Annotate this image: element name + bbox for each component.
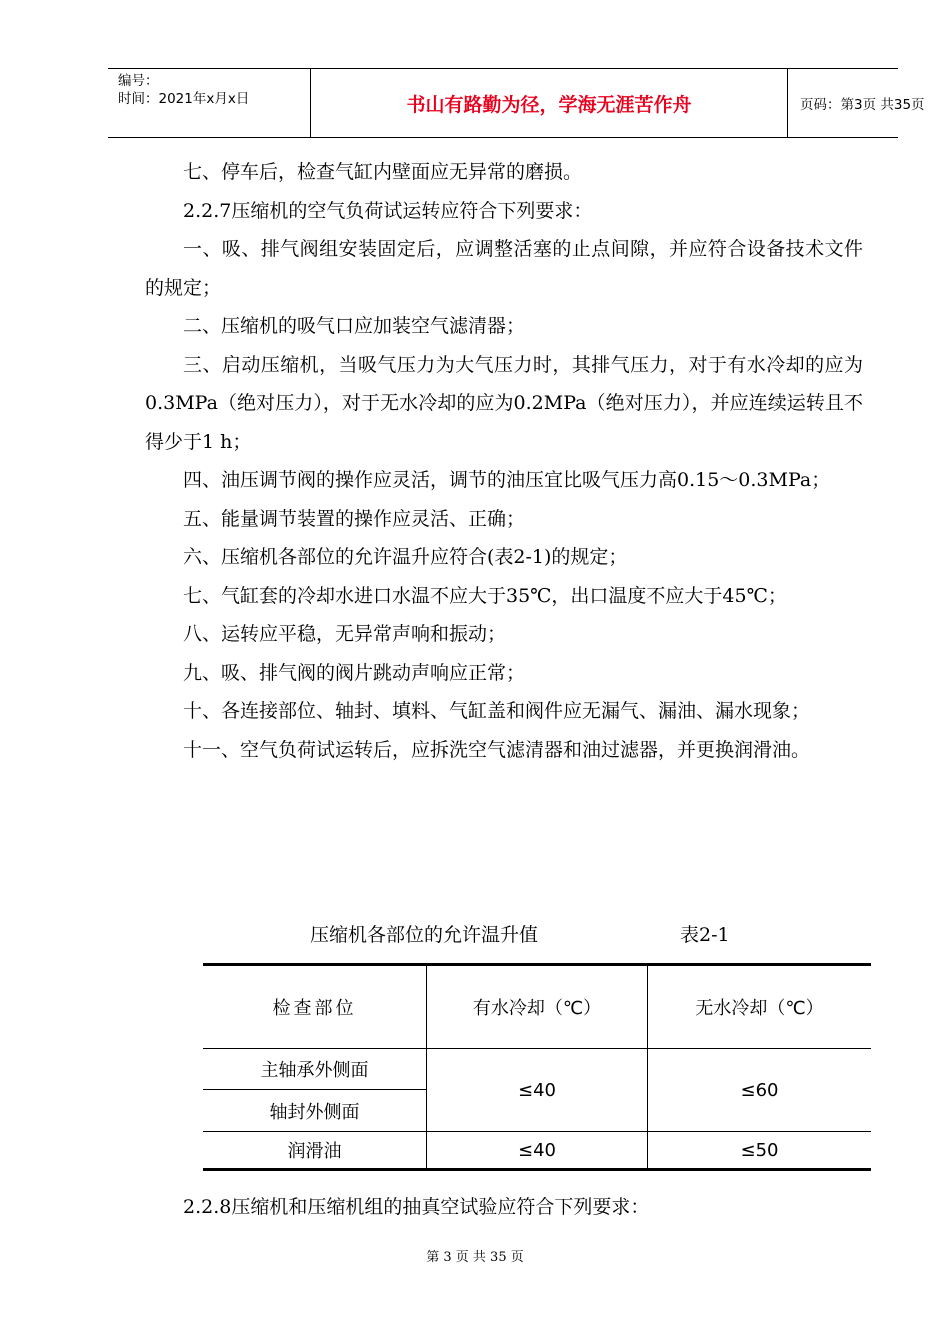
table-cell-value: ≤50 [740, 1139, 779, 1161]
document-body [145, 153, 863, 769]
table-cell-value: ≤60 [740, 1079, 779, 1101]
section-heading: 2.2.7压缩机的空气负荷试运转应符合下列要求： [183, 199, 593, 222]
page-header [108, 68, 925, 138]
paragraph: 二、压缩机的吸气口应加装空气滤清器； [183, 315, 526, 337]
table-header-water-cooled: 有水冷却（℃） [472, 998, 602, 1019]
table-cell-lube-oil: 润滑油 [287, 1141, 342, 1162]
paragraph: 九、吸、排气阀的阀片跳动声响应正常； [183, 661, 526, 684]
header-meta [108, 69, 310, 137]
table-cell-value: ≤40 [518, 1079, 556, 1101]
document-number-label: 编号： [118, 73, 159, 89]
temperature-rise-table [203, 963, 871, 1171]
table-cell-main-bearing: 主轴承外侧面 [260, 1060, 369, 1081]
table-cell-shaft-seal: 轴封外侧面 [269, 1101, 360, 1123]
paragraph: 四、油压调节阀的操作应灵活，调节的油压宜比吸气压力高0.15～0.3MPa； [183, 469, 831, 491]
header-page-info: 页码：第3页 共35页 [800, 97, 925, 113]
paragraph: 八、运转应平稳，无异常声响和振动； [183, 623, 507, 645]
paragraph: 六、压缩机各部位的允许温升应符合(表2-1)的规定； [183, 546, 628, 568]
table-caption: 压缩机各部位的允许温升值 [310, 924, 539, 946]
paragraph: 十、各连接部位、轴封、填料、气缸盖和阀件应无漏气、漏油、漏水现象； [183, 700, 811, 722]
page-footer: 第 3 页 共 35 页 [426, 1250, 524, 1265]
paragraph: 一、吸、排气阀组安装固定后，应调整活塞的止点间隙，并应符合设备技术文件的规定； [145, 238, 863, 299]
paragraph: 五、能量调节装置的操作应灵活、正确； [183, 507, 526, 530]
table-header-no-water: 无水冷却（℃） [695, 998, 824, 1019]
table-header-location: 检查部位 [272, 998, 357, 1019]
header-motto: 书山有路勤为径，学海无涯苦作舟 [310, 69, 788, 137]
table-cell-value: ≤40 [518, 1139, 556, 1161]
table-number: 表2-1 [680, 924, 730, 946]
paragraph: 七、气缸套的冷却水进口水温不应大于35℃，出口温度不应大于45℃； [183, 584, 787, 607]
paragraph: 三、启动压缩机，当吸气压力为大气压力时，其排气压力，对于有水冷却的应为0.3MPa（绝对压力），对于无水冷却的应为0.2MPa（绝对压力），并应连续运转且不得少于1 h； [145, 353, 863, 453]
section-heading: 2.2.8压缩机和压缩机组的抽真空试验应符合下列要求： [183, 1196, 650, 1218]
document-time-label: 时间：2021年x月x日 [118, 91, 250, 107]
paragraph: 十一、空气负荷试运转后，应拆洗空气滤清器和油过滤器，并更换润滑油。 [183, 738, 811, 761]
paragraph: 七、停车后，检查气缸内壁面应无异常的磨损。 [183, 161, 583, 183]
